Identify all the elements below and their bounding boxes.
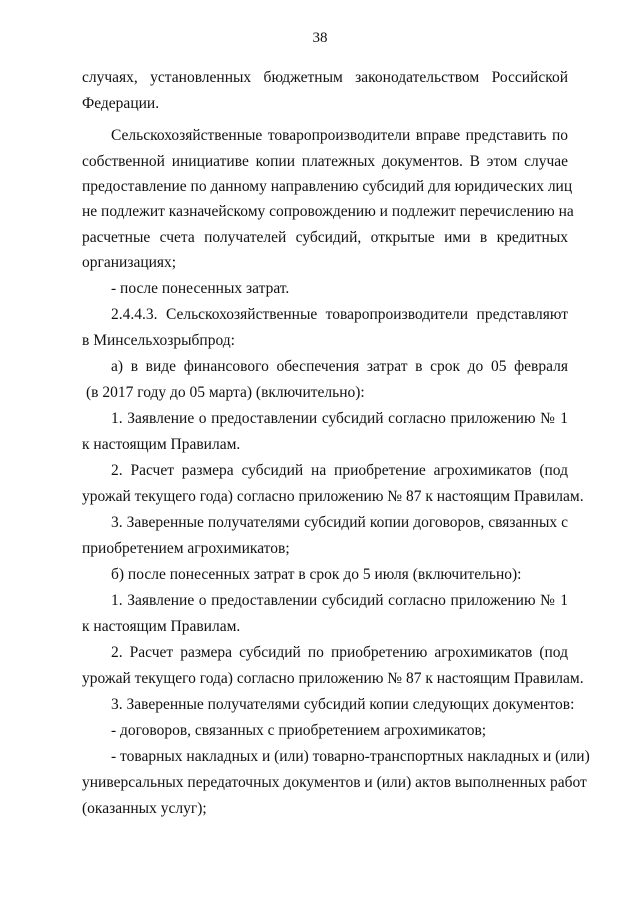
text-line: в Минсельхозрыбпрод: <box>82 332 235 349</box>
text-line: Сельскохозяйственные товаропроизводители вправе представить по <box>111 127 568 144</box>
text-line: 2. Расчет размера субсидий по приобретению агрохимикатов (под <box>111 644 568 661</box>
text-line: не подлежит казначейскому сопровождению и подлежит перечислению на <box>82 203 574 220</box>
text-line: 1. Заявление о предоставлении субсидий согласно приложению № 1 <box>111 410 568 427</box>
text-line: 1. Заявление о предоставлении субсидий согласно приложению № 1 <box>111 592 568 609</box>
text-line: (оказанных услуг); <box>82 800 207 817</box>
text-line: к настоящим Правилам. <box>82 436 241 453</box>
text-line: универсальных передаточных документов и (или) актов выполненных работ <box>82 774 587 791</box>
text-line: к настоящим Правилам. <box>82 618 241 635</box>
text-line: а) в виде финансового обеспечения затрат в срок до 05 февраля <box>111 358 568 375</box>
text-line: приобретением агрохимикатов; <box>82 540 290 557</box>
text-line: предоставление по данному направлению субсидий для юридических лиц <box>82 178 573 195</box>
page-number: 38 <box>312 30 328 46</box>
text-line: 3. Заверенные получателями субсидий копии договоров, связанных с <box>111 514 568 531</box>
text-line: расчетные счета получателей субсидий, открытые ими в кредитных <box>82 229 568 246</box>
text-line: б) после понесенных затрат в срок до 5 июля (включительно): <box>111 566 522 583</box>
text-line: (в 2017 году до 05 марта) (включительно): <box>86 384 365 401</box>
text-line: урожай текущего года) согласно приложению № 87 к настоящим Правилам. <box>82 488 584 505</box>
text-line: - договоров, связанных с приобретением агрохимикатов; <box>111 722 487 739</box>
text-line: урожай текущего года) согласно приложению № 87 к настоящим Правилам. <box>82 670 584 687</box>
text-line: собственной инициативе копии платежных документов. В этом случае <box>82 153 568 170</box>
text-line: случаях, установленных бюджетным законодательством Российской <box>82 69 568 86</box>
text-line: - после понесенных затрат. <box>111 280 290 297</box>
text-line: организациях; <box>82 254 177 271</box>
text-line: 2. Расчет размера субсидий на приобретение агрохимикатов (под <box>111 462 568 479</box>
text-line: 2.4.4.3. Сельскохозяйственные товаропроизводители представляют <box>111 306 568 323</box>
text-line: 3. Заверенные получателями субсидий копии следующих документов: <box>111 696 575 713</box>
text-line: - товарных накладных и (или) товарно-транспортных накладных и (или) <box>111 748 590 765</box>
text-line: Федерации. <box>82 95 160 112</box>
